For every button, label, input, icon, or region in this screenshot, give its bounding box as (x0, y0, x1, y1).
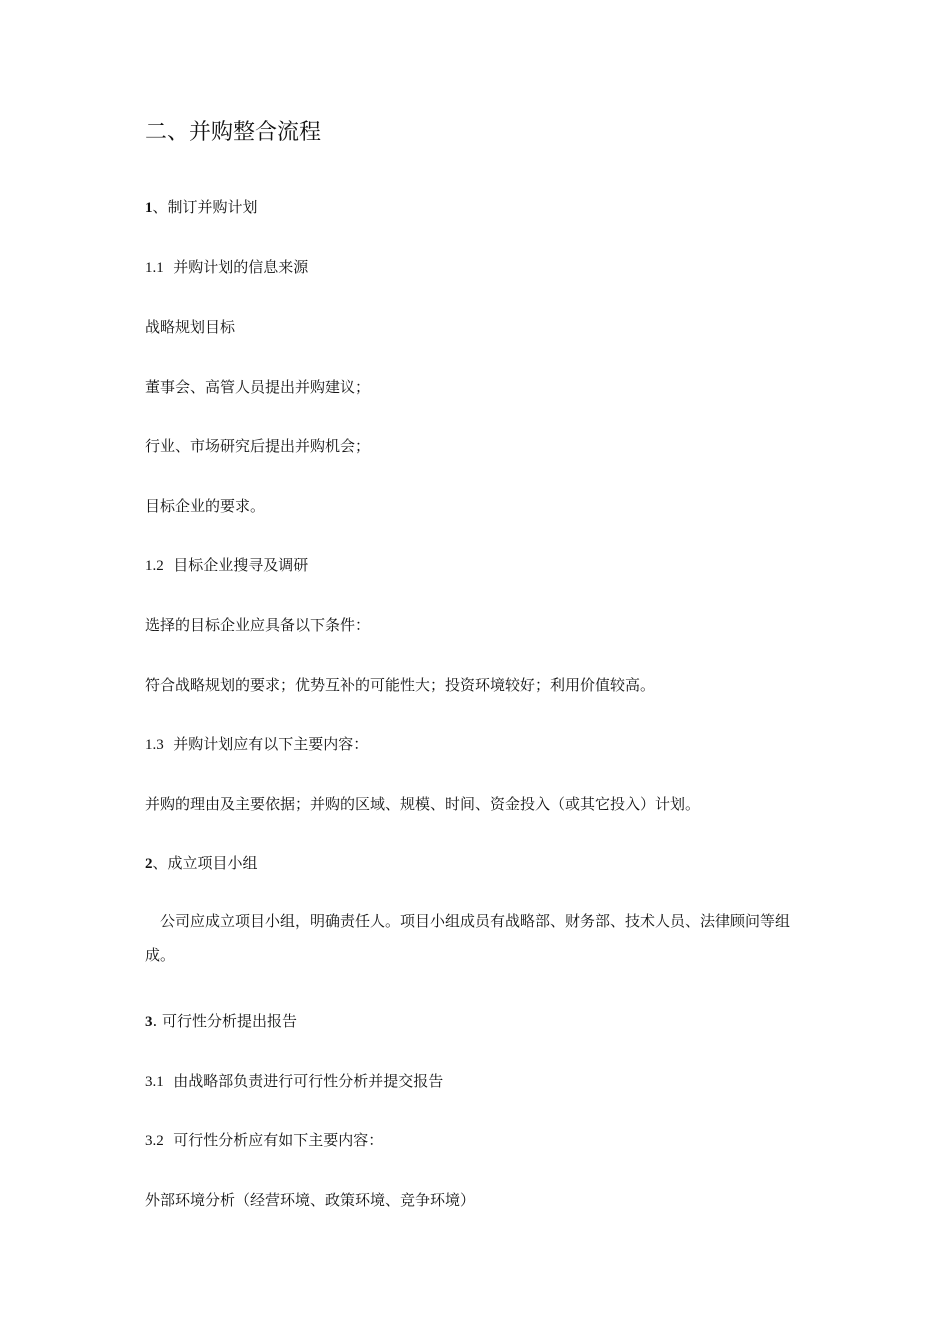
subsection-text: 可行性分析应有如下主要内容： (173, 1131, 384, 1149)
subsection-heading-3-1 (145, 1071, 443, 1092)
subsection-heading-1-1 (145, 257, 308, 278)
source-item: 行业、市场研究后提出并购机会； (145, 437, 371, 455)
conditions-intro: 选择的目标企业应具备以下条件： (145, 616, 371, 634)
section-text: 、制订并购计划 (152, 198, 258, 216)
team-paragraph: 公司应成立项目小组，明确责任人。项目小组成员有战略部、财务部、技术人员、法律顾问等组成。 (145, 912, 791, 964)
subsection-number: 1.2 (145, 558, 164, 574)
subsection-text: 目标企业搜寻及调研 (173, 556, 309, 574)
subsection-heading-1-2 (145, 555, 308, 576)
conditions-text: 符合战略规划的要求；优势互补的可能性大；投资环境较好；利用价值较高。 (145, 676, 656, 694)
section-text: . 可行性分析提出报告 (152, 1012, 298, 1030)
subsection-heading-1-3 (145, 734, 368, 755)
subsection-number: 3.1 (145, 1074, 164, 1090)
subsection-number: 1.1 (145, 260, 164, 276)
subsection-number: 3.2 (145, 1133, 164, 1149)
section-heading-2 (145, 853, 258, 874)
section-heading-3 (145, 1011, 297, 1032)
subsection-text: 由战略部负责进行可行性分析并提交报告 (173, 1072, 444, 1090)
subsection-number: 1.3 (145, 737, 164, 753)
source-item: 战略规划目标 (145, 318, 236, 336)
subsection-text: 并购计划应有以下主要内容： (173, 735, 369, 753)
source-item: 董事会、高管人员提出并购建议； (145, 378, 371, 396)
subsection-heading-3-2 (145, 1130, 383, 1151)
section-number: 3 (145, 1014, 153, 1030)
source-item: 目标企业的要求。 (145, 497, 266, 515)
subsection-text: 并购计划的信息来源 (173, 258, 309, 276)
section-heading-1 (145, 197, 258, 218)
section-number: 2 (145, 856, 153, 872)
section-number: 1 (145, 200, 153, 216)
external-analysis-text: 外部环境分析（经营环境、政策环境、竞争环境） (145, 1191, 476, 1209)
page-title: 二、并购整合流程 (145, 120, 322, 145)
section-text: 、成立项目小组 (152, 854, 258, 872)
plan-content-text: 并购的理由及主要依据；并购的区域、规模、时间、资金投入（或其它投入）计划。 (145, 795, 701, 813)
